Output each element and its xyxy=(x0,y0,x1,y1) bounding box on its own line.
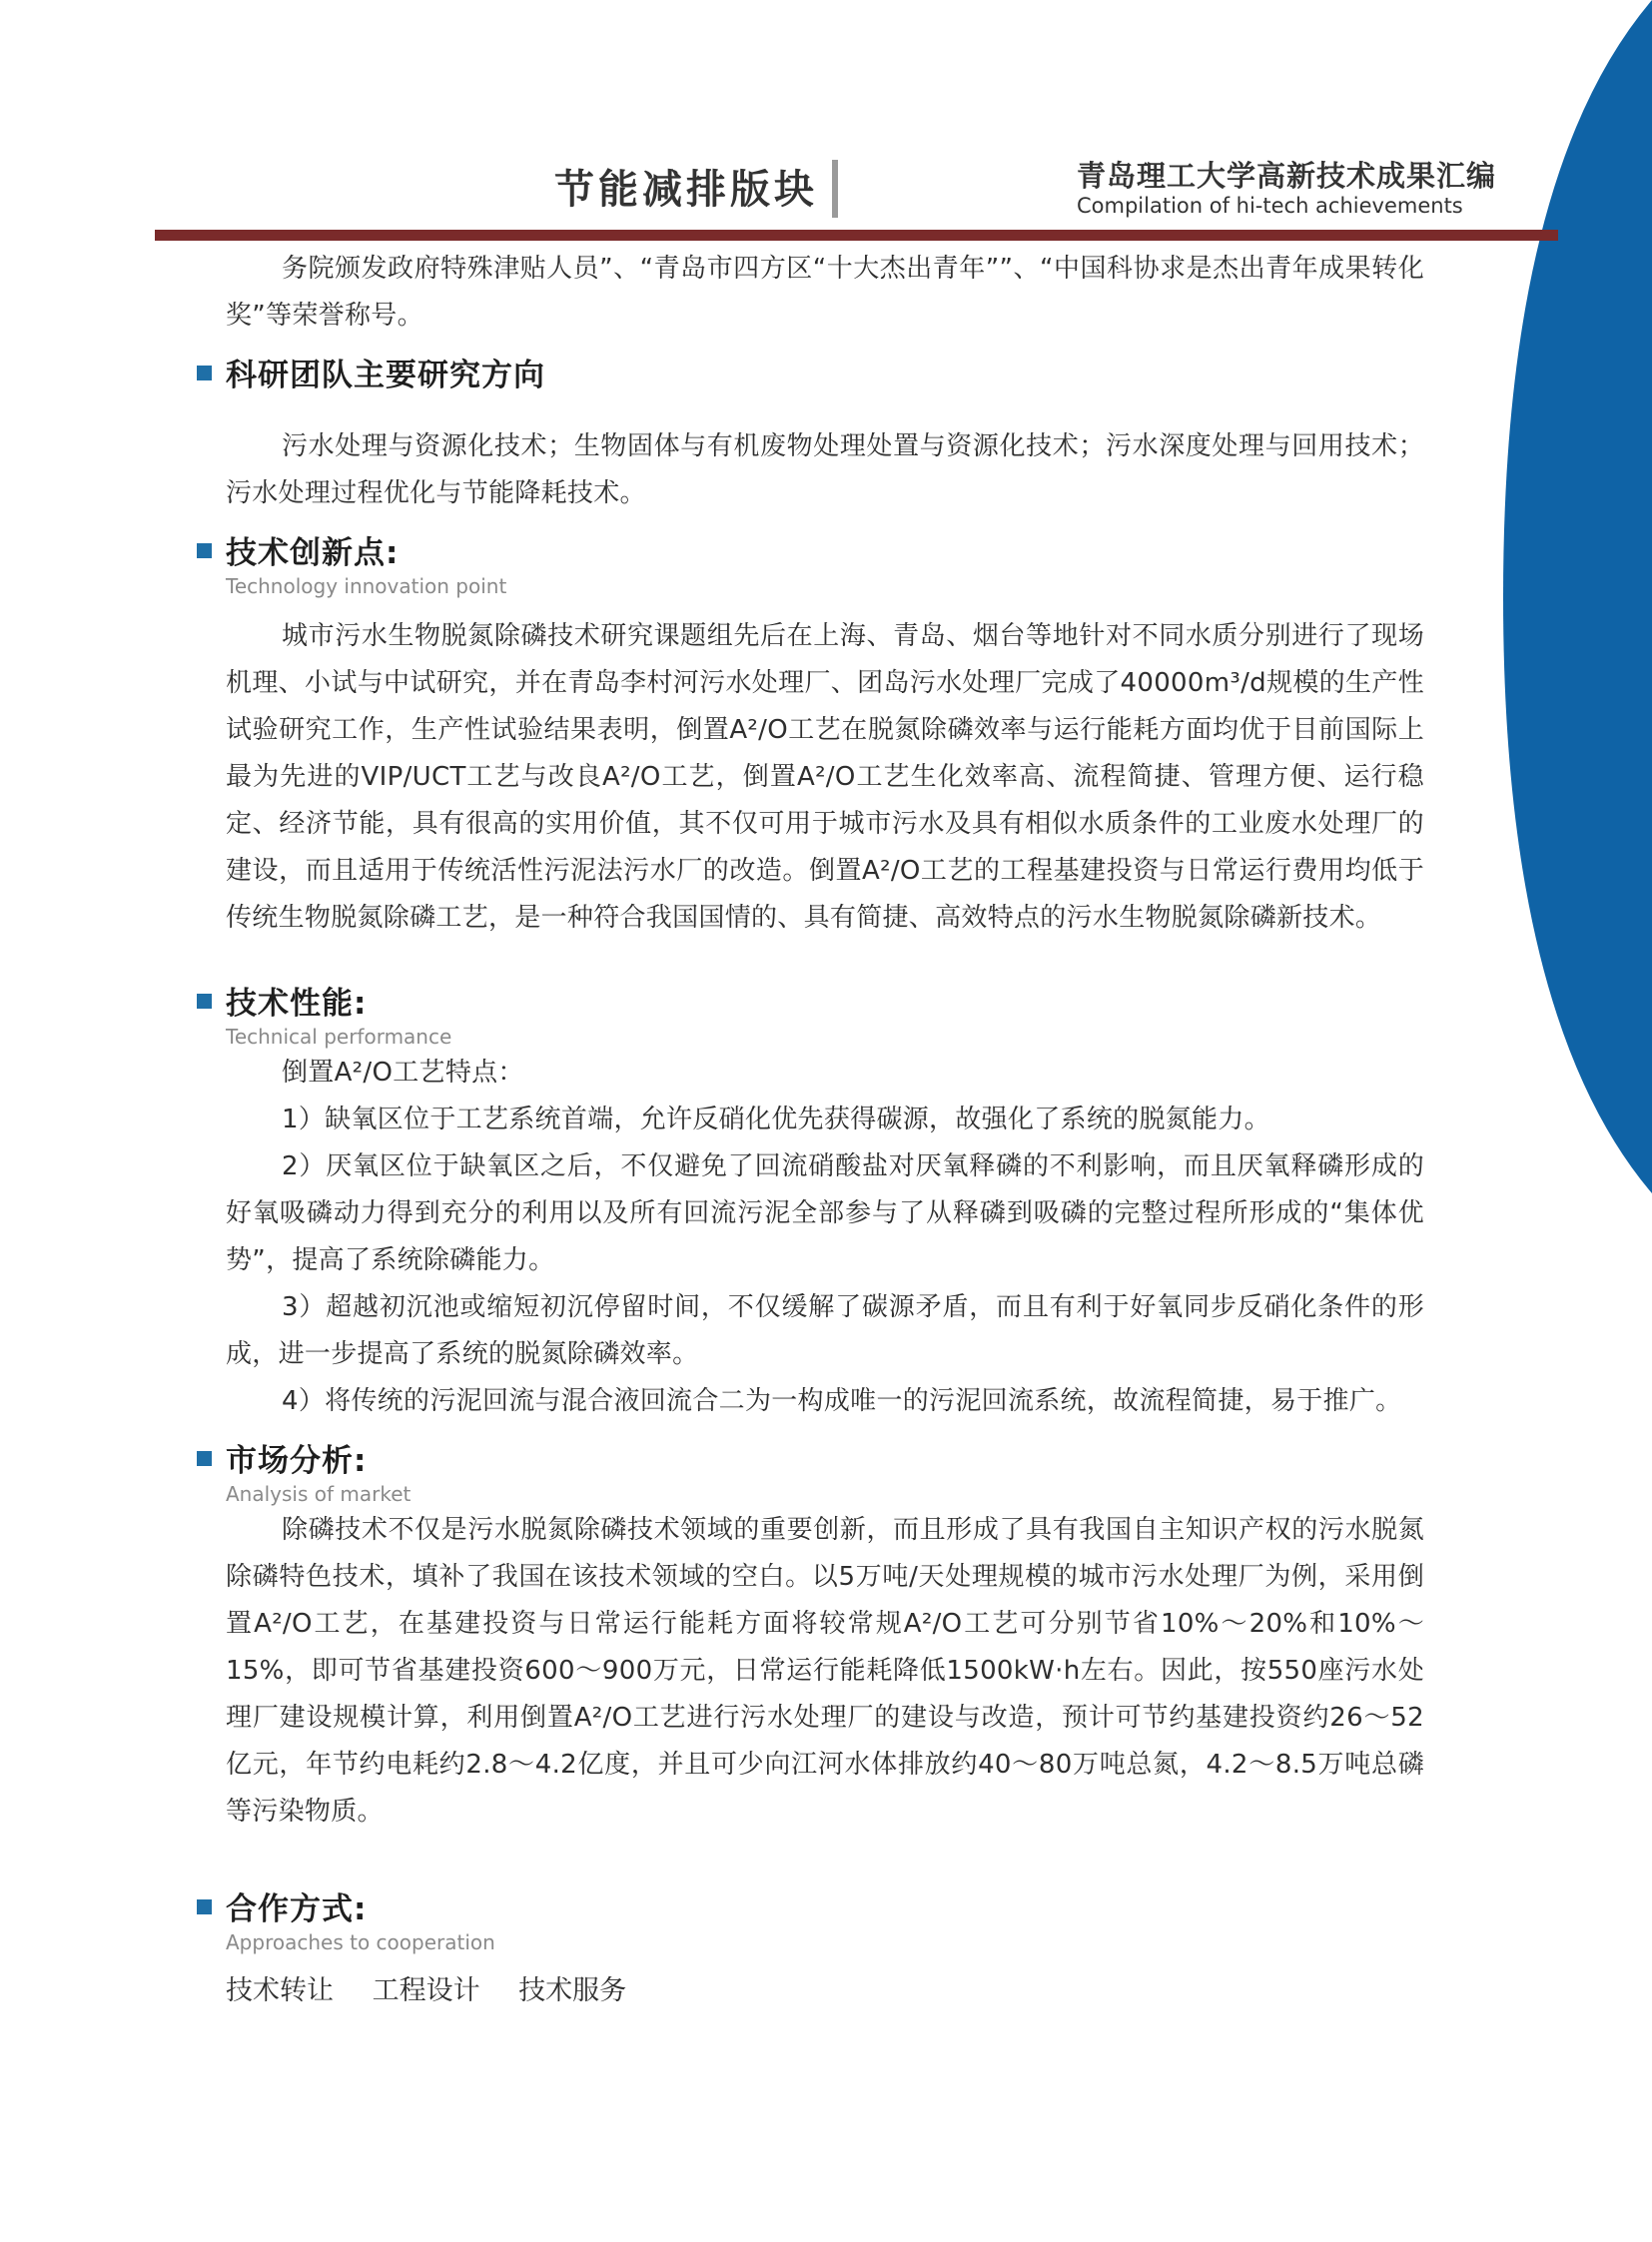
publication-title-en: Compilation of hi-tech achievements xyxy=(1077,194,1463,218)
intro-continuation: 务院颁发政府特殊津贴人员”、“青岛市四方区“十大杰出青年””、“中国科协求是杰出青年成果转化奖”等荣誉称号。 xyxy=(226,254,1424,331)
publication-title-cn: 青岛理工大学高新技术成果汇编 xyxy=(1077,159,1497,193)
performance-item: 2）厌氧区位于缺氧区之后，不仅避免了回流硝酸盐对厌氧释磷的不利影响，而且厌氧释磷形成的好氧吸磷动力得到充分的利用以及所有回流污泥全部参与了从释磷到吸磷的完整过程所形成的“集体优势”，提高了系统除磷能力。 xyxy=(226,1151,1424,1275)
section-marker-icon xyxy=(197,1451,212,1466)
section-performance-title: 技术性能: xyxy=(226,986,368,1022)
section-market-subtitle: Analysis of market xyxy=(226,1482,412,1506)
section-marker-icon xyxy=(197,994,212,1009)
section-innovation-text: 城市污水生物脱氮除磷技术研究课题组先后在上海、青岛、烟台等地针对不同水质分别进行了现场机理、小试与中试研究，并在青岛李村河污水处理厂、团岛污水处理厂完成了40000m³/d规模的生产性试验研究工作，生产性试验结果表明，倒置A²/O工艺在脱氮除磷效率与运行能耗方面均优于目前国际上最为先进的VIP/UCT工艺与改良A²/O工艺，倒置A²/O工艺生化效率高、流程简捷、管理方便、运行稳定、经济节能，具有很高的实用价值，其不仅可用于城市污水及具有相似水质条件的工业废水处理厂的建设，而且适用于传统活性污泥法污水厂的改造。倒置A²/O工艺的工程基建投资与日常运行费用均低于传统生物脱氮除磷工艺，是一种符合我国国情的、具有简捷、高效特点的污水生物脱氮除磷新技术。 xyxy=(226,621,1424,933)
cooperation-method: 工程设计 xyxy=(372,1975,480,2006)
section-cooperation-header xyxy=(226,1887,1424,1931)
section-cooperation-title: 合作方式: xyxy=(226,1891,368,1927)
section-performance-header xyxy=(226,982,1424,1026)
section-innovation-subtitle: Technology innovation point xyxy=(226,574,507,598)
section-market-title: 市场分析: xyxy=(226,1443,368,1479)
section-innovation-header xyxy=(226,531,1424,575)
section-marker-icon xyxy=(197,366,212,380)
section-research-header xyxy=(226,354,1424,397)
main-content xyxy=(226,246,1424,2013)
performance-item: 1）缺氧区位于工艺系统首端，允许反硝化优先获得碳源，故强化了系统的脱氮能力。 xyxy=(282,1105,1270,1134)
section-innovation-title: 技术创新点: xyxy=(226,535,400,571)
section-marker-icon xyxy=(197,1899,212,1914)
performance-item: 4）将传统的污泥回流与混合液回流合二为一构成唯一的污泥回流系统，故流程简捷，易于推广。 xyxy=(282,1386,1402,1416)
section-market-header xyxy=(226,1439,1424,1483)
section-performance-subtitle: Technical performance xyxy=(226,1025,452,1049)
section-research-text: 污水处理与资源化技术；生物固体与有机废物处理处置与资源化技术；污水深度处理与回用技术；污水处理过程优化与节能降耗技术。 xyxy=(226,431,1424,508)
section-marker-icon xyxy=(197,543,212,558)
cooperation-methods xyxy=(226,1969,1424,2013)
section-cooperation-subtitle: Approaches to cooperation xyxy=(226,1930,495,1954)
header-section-title: 节能减排版块 xyxy=(554,166,818,213)
section-market-text: 除磷技术不仅是污水脱氮除磷技术领域的重要创新，而且形成了具有我国自主知识产权的污水脱氮除磷特色技术，填补了我国在该技术领域的空白。以5万吨/天处理规模的城市污水处理厂为例，采用倒置A²/O工艺，在基建投资与日常运行能耗方面将较常规A²/O工艺可分别节省10%～20%和10%～15%，即可节省基建投资600～900万元，日常运行能耗降低1500kW·h左右。因此，按550座污水处理厂建设规模计算，利用倒置A²/O工艺进行污水处理厂的建设与改造，预计可节约基建投资约26～52亿元，年节约电耗约2.8～4.2亿度，并且可少向江河水体排放约40～80万吨总氮，4.2～8.5万吨总磷等污染物质。 xyxy=(226,1515,1424,1827)
header-rule xyxy=(155,230,1558,241)
header-divider xyxy=(832,160,838,218)
section-research-title: 科研团队主要研究方向 xyxy=(226,358,545,393)
cooperation-method: 技术转让 xyxy=(226,1975,334,2006)
section-performance-lead: 倒置A²/O工艺特点： xyxy=(282,1058,524,1088)
performance-item: 3）超越初沉池或缩短初沉停留时间，不仅缓解了碳源矛盾，而且有利于好氧同步反硝化条件的形成，进一步提高了系统的脱氮除磷效率。 xyxy=(226,1292,1424,1369)
cooperation-method: 技术服务 xyxy=(518,1975,627,2006)
